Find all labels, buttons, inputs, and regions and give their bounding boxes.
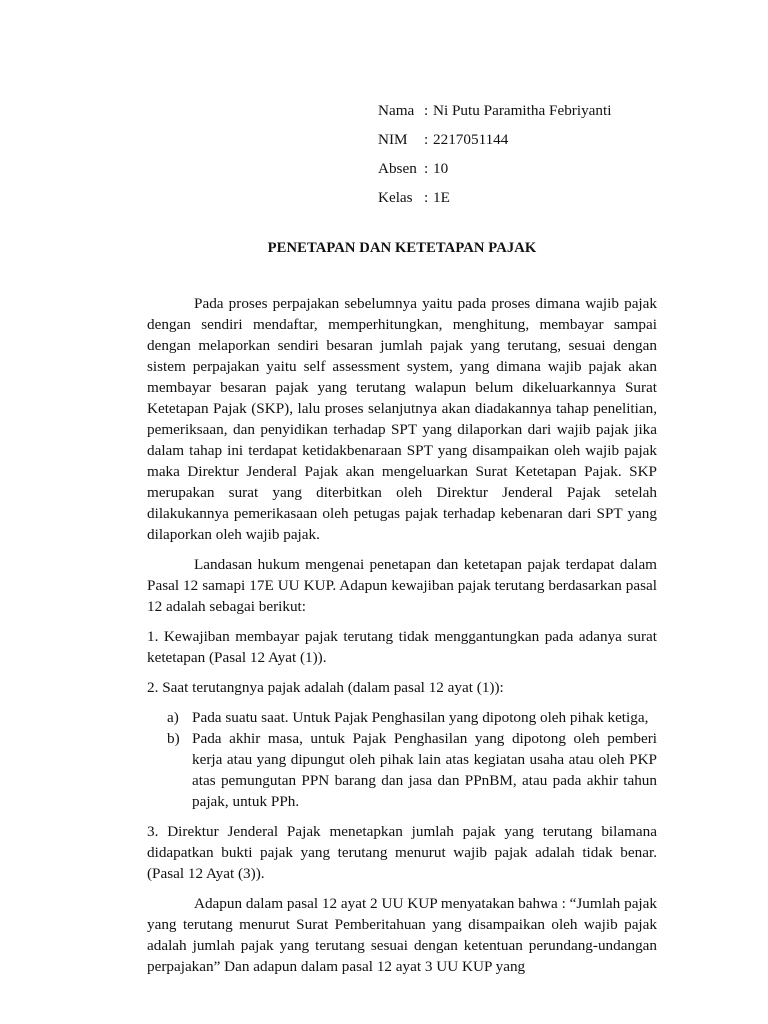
- identity-separator: :: [424, 102, 429, 119]
- paragraph-legal-basis: Landasan hukum mengenai penetapan dan ketetapan pajak terdapat dalam Pasal 12 samapi 17E UU KUP. Adapun kewajiban pajak terutang berdasarkan pasal 12 adalah sebagai berikut:: [147, 556, 657, 615]
- identity-label: Kelas: [378, 189, 413, 206]
- sub-list: [147, 707, 657, 812]
- student-identity-block: [378, 101, 611, 217]
- list-marker: a): [167, 709, 179, 726]
- sub-list-item-text: Pada akhir masa, untuk Pajak Penghasilan yang dipotong oleh pemberi kerja atau yang dipungut oleh pihak lain atas kegiatan usaha atau oleh PKP atas pemungutan PPN barang dan jasa dan PPnBM, atau pada akhir tahun pajak, untuk PPh.: [192, 730, 657, 810]
- identity-row-absen: [378, 159, 611, 188]
- sub-list-item-b: [147, 728, 657, 812]
- identity-separator: :: [424, 131, 429, 148]
- identity-row-nim: [378, 130, 611, 159]
- identity-value: 10: [433, 160, 449, 177]
- identity-separator: :: [424, 160, 429, 177]
- identity-label: Absen: [378, 160, 417, 177]
- paragraph-article-12: Adapun dalam pasal 12 ayat 2 UU KUP menyatakan bahwa : “Jumlah pajak yang terutang menurut Surat Pemberitahuan yang disampaikan oleh wajib pajak adalah jumlah pajak yang terutang sesuai dengan ketentuan perundang-undangan perpajakan” Dan adapun dalam pasal 12 ayat 3 UU KUP yang: [147, 895, 657, 975]
- identity-value: 1E: [433, 189, 450, 206]
- list-item-2: 2. Saat terutangnya pajak adalah (dalam pasal 12 ayat (1)):: [147, 679, 504, 696]
- identity-separator: :: [424, 189, 429, 206]
- identity-label: Nama: [378, 102, 415, 119]
- document-title: PENETAPAN DAN KETETAPAN PAJAK: [267, 240, 537, 256]
- sub-list-item-a: [147, 707, 657, 728]
- identity-row-name: [378, 101, 611, 130]
- identity-value: Ni Putu Paramitha Febriyanti: [433, 102, 612, 119]
- list-item-1: 1. Kewajiban membayar pajak terutang tidak menggantungkan pada adanya surat ketetapan (Pasal 12 Ayat (1)).: [147, 628, 657, 666]
- sub-list-item-text: Pada suatu saat. Untuk Pajak Penghasilan yang dipotong oleh pihak ketiga,: [192, 709, 649, 726]
- list-marker: b): [167, 730, 180, 747]
- identity-row-kelas: [378, 188, 611, 217]
- list-item-3: 3. Direktur Jenderal Pajak menetapkan jumlah pajak yang terutang bilamana didapatkan bukti pajak yang terutang menurut wajib pajak adalah tidak benar. (Pasal 12 Ayat (3)).: [147, 823, 657, 882]
- identity-label: NIM: [378, 131, 408, 148]
- paragraph-intro: Pada proses perpajakan sebelumnya yaitu pada proses dimana wajib pajak dengan sendiri mendaftar, memperhitungkan, menghitung, membayar sampai dengan melaporkan sendiri besaran jumlah pajak yang terutang, sesuai dengan sistem perpajakan yaitu self assessment system, yang dimana wajib pajak akan membayar besaran pajak yang terutang walapun belum dikeluarkannya Surat Ketetapan Pajak (SKP), lalu proses selanjutnya akan diadakannya tahap penelitian, pemeriksaan, dan penyidikan terhadap SPT yang dilaporkan dari wajib pajak jika dalam tahap ini terdapat ketidakbenaraan SPT yang disampaikan oleh wajib pajak maka Direktur Jenderal Pajak akan mengeluarkan Surat Ketetapan Pajak. SKP merupakan surat yang diterbitkan oleh Direktur Jenderal Pajak setelah dilakukannya pemerikasaan oleh petugas pajak terhadap kebenaran dari SPT yang dilaporkan oleh wajib pajak.: [147, 295, 657, 543]
- identity-value: 2217051144: [433, 131, 509, 148]
- document-body: [147, 293, 657, 986]
